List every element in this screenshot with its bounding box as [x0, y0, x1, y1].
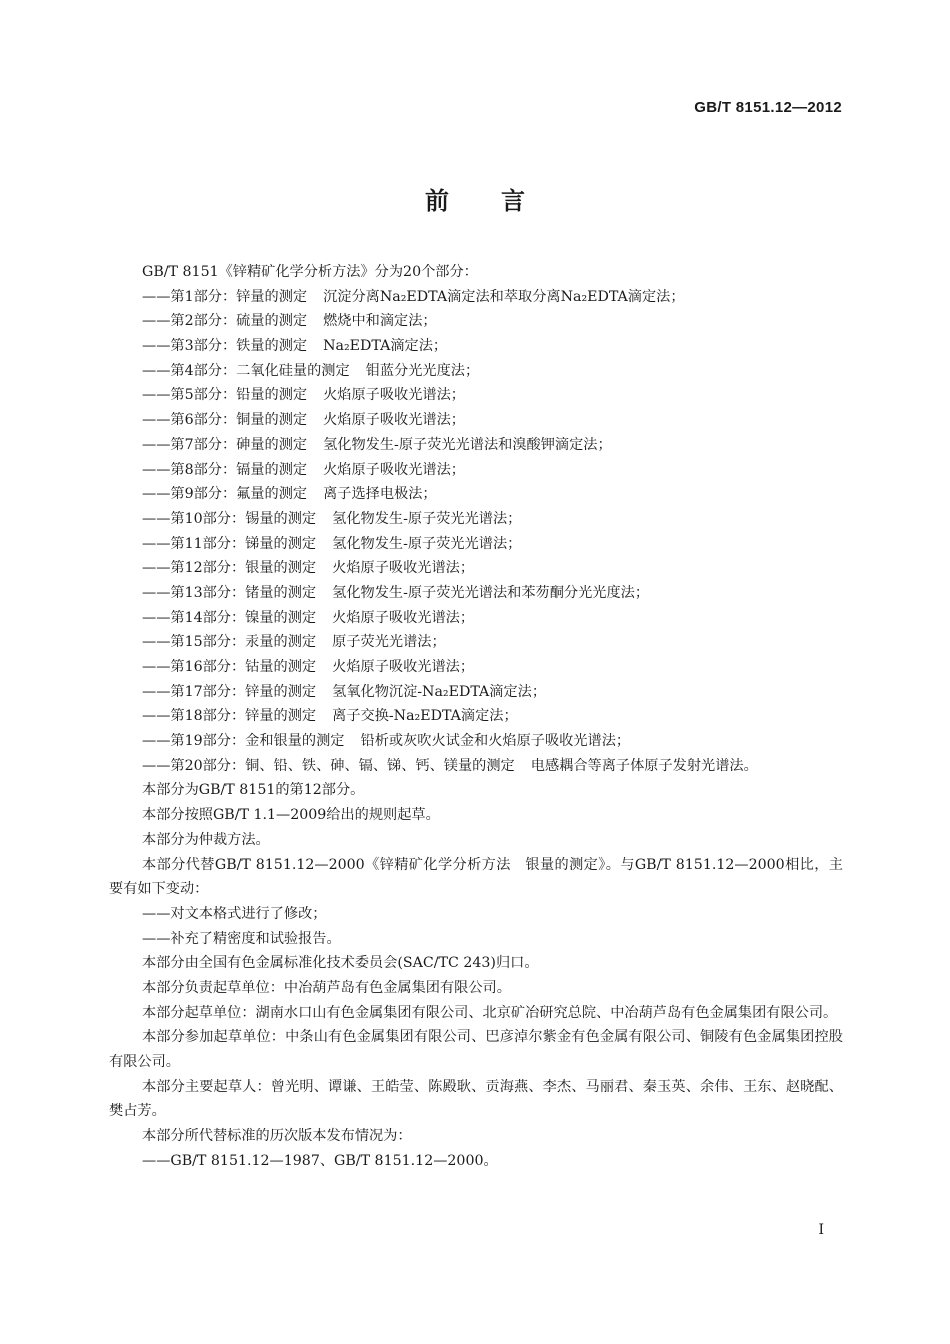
title-char-2: 言	[501, 187, 525, 215]
statement-part-number: 本部分为GB/T 8151的第12部分。	[142, 782, 365, 799]
part-label: ——第8部分：镉量的测定	[142, 461, 308, 478]
part-list-item	[109, 606, 843, 631]
statement-drafting-units: 本部分起草单位：湖南水口山有色金属集团有限公司、北京矿冶研究总院、中冶葫芦岛有色金属集团有限公司。	[142, 1004, 838, 1021]
page-number: I	[818, 1222, 824, 1238]
part-method: 火焰原子吸收光谱法；	[332, 560, 475, 577]
part-method: 氢化物发生-原子荧光光谱法；	[332, 510, 522, 527]
part-method: 氢化物发生-原子荧光光谱法和溴酸钾滴定法；	[323, 436, 612, 453]
part-list-item	[109, 655, 843, 680]
change-item-precision: ——补充了精密度和试验报告。	[142, 930, 341, 947]
statement-drafting-rules: 本部分按照GB/T 1.1—2009给出的规则起草。	[142, 807, 440, 824]
part-method: 钼蓝分光光度法；	[365, 362, 480, 379]
statement-responsible-unit: 本部分负责起草单位：中冶葫芦岛有色金属集团有限公司。	[142, 979, 511, 996]
part-label: ——第7部分：砷量的测定	[142, 436, 308, 453]
part-label: ——第15部分：汞量的测定	[142, 634, 317, 651]
part-list-item	[109, 383, 843, 408]
part-label: ——第2部分：硫量的测定	[142, 313, 308, 330]
part-method: 原子荧光光谱法；	[332, 634, 446, 651]
part-method: 沉淀分离Na₂EDTA滴定法和萃取分离Na₂EDTA滴定法；	[323, 288, 685, 305]
part-method: 铅析或灰吹火试金和火焰原子吸收光谱法；	[360, 733, 631, 750]
part-method: 火焰原子吸收光谱法；	[323, 461, 465, 478]
part-label: ——第3部分：铁量的测定	[142, 338, 308, 355]
part-label: ——第16部分：钴量的测定	[142, 659, 317, 675]
part-list-item	[109, 309, 843, 334]
part-method: 氢化物发生-原子荧光光谱法；	[332, 535, 522, 552]
part-method: 离子选择电极法；	[323, 486, 437, 503]
part-list-item	[109, 630, 843, 655]
part-label: ——第13部分：锗量的测定	[142, 584, 317, 601]
statement-drafters: 本部分主要起草人：曾光明、谭谦、王皓莹、陈殿耿、贡海燕、李杰、马丽君、秦玉英、余伟、王东、赵晓配、樊占芳。	[109, 1078, 843, 1120]
part-label: ——第10部分：锡量的测定	[142, 510, 317, 527]
part-label: ——第11部分：锑量的测定	[142, 535, 317, 552]
part-label: ——第6部分：铜量的测定	[142, 412, 308, 429]
change-item-format: ——对文本格式进行了修改；	[142, 905, 327, 922]
part-method: 火焰原子吸收光谱法；	[323, 387, 465, 404]
part-list-item	[109, 507, 843, 532]
part-method: 火焰原子吸收光谱法；	[332, 609, 475, 626]
part-list-item	[109, 458, 843, 483]
part-list-item	[109, 433, 843, 458]
part-label: ——第12部分：银量的测定	[142, 560, 317, 577]
part-list-item	[109, 482, 843, 507]
part-method: Na₂EDTA滴定法；	[323, 338, 448, 355]
standard-number: GB/T 8151.12—2012	[694, 99, 842, 116]
part-list-item	[109, 680, 843, 705]
part-method: 氢化物发生-原子荧光光谱法和苯芴酮分光光度法；	[332, 584, 650, 601]
part-list-item	[109, 754, 843, 779]
statement-replaces: 本部分代替GB/T 8151.12—2000《锌精矿化学分析方法 银量的测定》。与GB/T 8151.12—2000相比，主要有如下变动：	[109, 856, 843, 898]
part-label: ——第20部分：铜、铅、铁、砷、镉、锑、钙、镁量的测定	[142, 757, 515, 774]
statement-committee: 本部分由全国有色金属标准化技术委员会(SAC/TC 243)归口。	[142, 955, 539, 972]
statement-participating-units: 本部分参加起草单位：中条山有色金属集团有限公司、巴彦淖尔紫金有色金属有限公司、铜陵有色金属集团控股有限公司。	[109, 1029, 843, 1071]
part-label: ——第14部分：镍量的测定	[142, 609, 317, 626]
part-method: 火焰原子吸收光谱法；	[323, 412, 465, 429]
part-list-item	[109, 729, 843, 754]
part-label: ——第4部分：二氧化硅量的测定	[142, 362, 350, 379]
part-method: 火焰原子吸收光谱法；	[332, 659, 475, 675]
part-list-item	[109, 285, 843, 310]
part-list-item	[109, 334, 843, 359]
part-method: 离子交换-Na₂EDTA滴定法；	[332, 708, 518, 725]
history-versions: ——GB/T 8151.12—1987、GB/T 8151.12—2000。	[142, 1152, 498, 1169]
part-list-item	[109, 581, 843, 606]
part-list-item	[109, 704, 843, 729]
part-list-item	[109, 359, 843, 384]
part-list-item	[109, 408, 843, 433]
title-char-1: 前	[425, 187, 449, 215]
part-method: 氢氧化物沉淀-Na₂EDTA滴定法；	[332, 683, 547, 700]
page-title	[0, 181, 950, 216]
part-label: ——第19部分：金和银量的测定	[142, 733, 345, 750]
part-label: ——第18部分：锌量的测定	[142, 708, 317, 725]
part-list-item	[109, 532, 843, 557]
part-label: ——第17部分：锌量的测定	[142, 683, 317, 700]
part-label: ——第5部分：铅量的测定	[142, 387, 308, 404]
part-method: 电感耦合等离子体原子发射光谱法。	[530, 757, 758, 774]
foreword-body	[109, 260, 843, 1174]
statement-history-intro: 本部分所代替标准的历次版本发布情况为：	[142, 1128, 412, 1145]
part-method: 燃烧中和滴定法；	[323, 313, 437, 330]
part-label: ——第9部分：氟量的测定	[142, 486, 308, 503]
parts-list	[109, 285, 843, 779]
intro-line: GB/T 8151《锌精矿化学分析方法》分为20个部分：	[142, 264, 478, 280]
statement-arbitration: 本部分为仲裁方法。	[142, 831, 270, 848]
part-label: ——第1部分：锌量的测定	[142, 288, 308, 305]
part-list-item	[109, 556, 843, 581]
